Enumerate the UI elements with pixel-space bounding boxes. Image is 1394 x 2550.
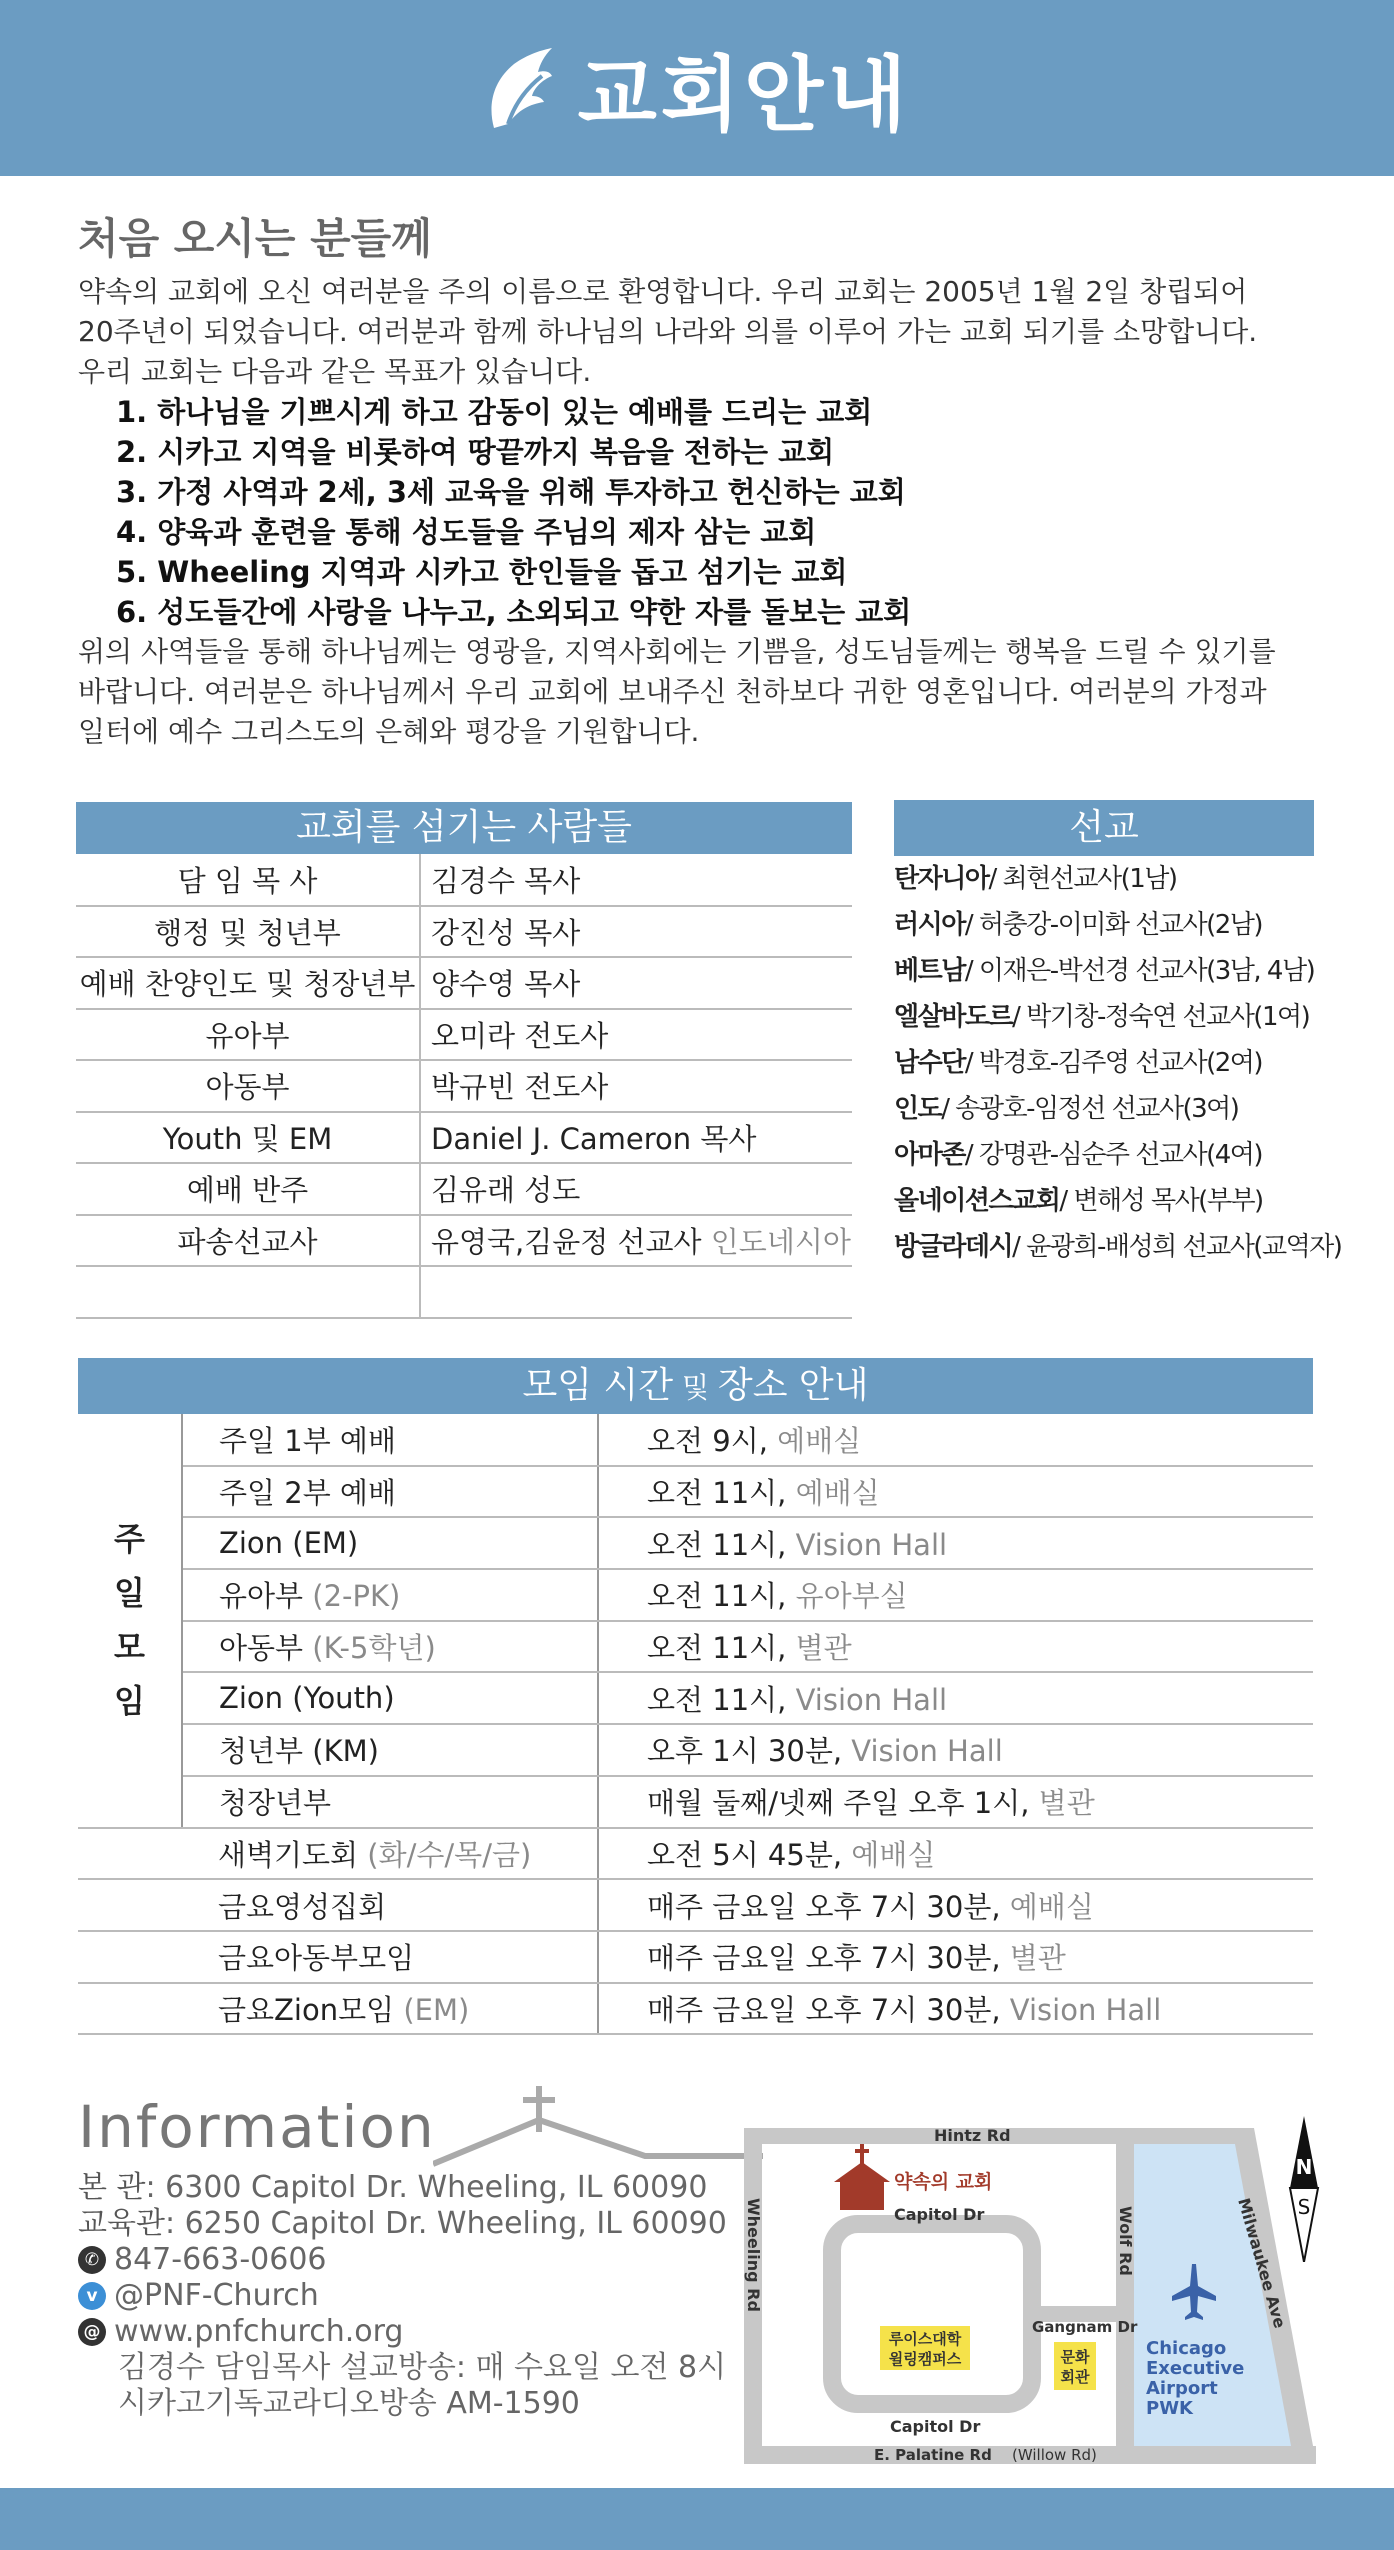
meeting-time: 오전 11시, (647, 1476, 787, 1511)
goal-item: 1. 하나님을 기쁘시게 하고 감동이 있는 예배를 드리는 교회 (116, 395, 873, 429)
meeting-time: 오전 11시, (647, 1682, 787, 1717)
intro-line: 우리 교회는 다음과 같은 목표가 있습니다. (78, 355, 592, 388)
map-culture-line2: 회관 (1060, 2368, 1090, 2386)
meeting-name-note: (K-5학년) (303, 1631, 436, 1666)
staff-person: Daniel J. Cameron 목사 (431, 1121, 757, 1156)
goals-list (116, 392, 1328, 632)
meeting-name: 청장년부 (219, 1786, 332, 1821)
mission-country: 베트남 (894, 956, 965, 986)
meeting-time: 오전 5시 45분, (647, 1837, 843, 1872)
mission-item (894, 1086, 1314, 1132)
map-church-label: 약속의 교회 (894, 2171, 993, 2193)
staff-row (76, 1112, 852, 1164)
meeting-time-cell (598, 1569, 1313, 1621)
meeting-place: Vision Hall (1000, 1992, 1162, 2027)
mission-item (894, 1224, 1342, 1270)
meetings-title-end: 장소 안내 (717, 1365, 869, 1406)
meeting-name-cell (182, 1879, 598, 1931)
meeting-name-cell (182, 1931, 598, 1983)
meeting-name-cell (182, 1672, 598, 1724)
mission-title: 선교 (894, 800, 1314, 856)
mission-item (894, 902, 1314, 948)
meetings-title (78, 1358, 1313, 1414)
meeting-name: 금요아동부모임 (218, 1941, 415, 1976)
website-row (78, 2314, 718, 2350)
mission-detail: / 이재은-박선경 선교사(3남, 4남) (964, 956, 1315, 986)
meeting-time-cell (598, 1517, 1313, 1569)
staff-person-cell (420, 957, 852, 1009)
map-palatine-label: E. Palatine Rd (874, 2446, 992, 2464)
mission-item (894, 1132, 1314, 1178)
staff-person: 양수영 목사 (431, 967, 581, 1002)
compass-north: N (1295, 2155, 1313, 2179)
map-wheeling-label: Wheeling Rd (744, 2198, 763, 2312)
map-wolf-label: Wolf Rd (1116, 2206, 1135, 2276)
meeting-time-cell (598, 1724, 1313, 1776)
mission-country: 남수단 (894, 1048, 965, 1078)
broadcast-line: 김경수 담임목사 설교방송: 매 수요일 오전 8시 (118, 2350, 727, 2385)
meeting-spacer (78, 1879, 182, 1931)
meeting-row (78, 1621, 1313, 1673)
meeting-row (78, 1569, 1313, 1621)
meeting-time-cell (598, 1672, 1313, 1724)
map-airport-line4: PWK (1146, 2398, 1193, 2419)
meetings-table (78, 1414, 1313, 2035)
sunday-meeting-label (78, 1414, 182, 1828)
meeting-place: 별관 (1029, 1786, 1095, 1821)
meeting-time: 오전 9시, (647, 1423, 768, 1458)
meeting-time: 매주 금요일 오후 7시 30분, (647, 1941, 1001, 1976)
goal-item: 2. 시카고 지역을 비롯하여 땅끝까지 복음을 전하는 교회 (116, 435, 835, 469)
handle-row (78, 2278, 718, 2314)
map-airport-line1: Chicago (1146, 2338, 1227, 2359)
main-address-value: : 6300 Capitol Dr. Wheeling, IL 60090 (145, 2170, 708, 2205)
staff-row (76, 1009, 852, 1061)
staff-role: 유아부 (76, 1009, 420, 1061)
goal-item: 5. Wheeling 지역과 시카고 한인들을 돕고 섬기는 교회 (116, 555, 848, 589)
staff-row (76, 1060, 852, 1112)
staff-person: 김유래 성도 (431, 1173, 581, 1208)
staff-row (76, 1266, 852, 1318)
mission-country: 탄자니아 (894, 864, 989, 894)
meeting-place: 별관 (1000, 1941, 1066, 1976)
mission-detail: / 박경호-김주영 선교사(2여) (964, 1048, 1263, 1078)
meeting-time-cell (598, 1621, 1313, 1673)
meeting-name: 유아부 (219, 1579, 304, 1614)
meeting-place: 별관 (786, 1631, 852, 1666)
edu-address-value: : 6250 Capitol Dr. Wheeling, IL 60090 (164, 2206, 727, 2241)
meeting-time: 매주 금요일 오후 7시 30분, (647, 1889, 1001, 1924)
mission-item (894, 856, 1314, 902)
intro-line: 20주년이 되었습니다. 여러분과 함께 하나님의 나라와 의를 이루어 가는 교회 되기를 소망합니다. (78, 315, 1258, 348)
mission-section (894, 800, 1342, 1270)
meeting-time-cell (598, 1828, 1313, 1880)
meetings-section (78, 1358, 1313, 2035)
meeting-time: 오전 11시, (647, 1631, 787, 1666)
sunday-label-char: 주 (114, 1520, 145, 1559)
staff-role: 예배 찬양인도 및 청장년부 (76, 957, 420, 1009)
staff-person-cell (420, 906, 852, 958)
meeting-time: 매주 금요일 오후 7시 30분, (647, 1992, 1001, 2027)
cross-roof-icon (433, 2086, 763, 2168)
mission-detail: / 송광호-임정선 선교사(3여) (941, 1094, 1239, 1124)
meeting-time: 매월 둘째/넷째 주일 오후 1시, (647, 1786, 1030, 1821)
meeting-name-cell (182, 1466, 598, 1518)
staff-role (76, 1266, 420, 1318)
staff-role: 예배 반주 (76, 1163, 420, 1215)
phone-icon: ✆ (78, 2246, 106, 2274)
meeting-name: 금요영성집회 (218, 1889, 387, 1924)
staff-role: 행정 및 청년부 (76, 906, 420, 958)
info-title: Information (78, 2093, 436, 2161)
mission-detail: / 변해성 목사(부부) (1059, 1186, 1263, 1216)
mission-detail: / 강명관-심순주 선교사(4여) (964, 1140, 1263, 1170)
mission-country: 러시아 (894, 910, 965, 940)
map-campus-line1: 루이스대학 (888, 2330, 962, 2348)
phone-number[interactable]: 847-663-0606 (114, 2242, 327, 2277)
meetings-title-main: 모임 시간 (522, 1365, 674, 1406)
mission-detail: / 박기창-정숙연 선교사(1여) (1012, 1002, 1310, 1032)
meeting-time-cell (598, 1466, 1313, 1518)
intro-heading: 처음 오시는 분들께 (78, 214, 432, 263)
meeting-name: Zion (Youth) (219, 1681, 395, 1716)
meeting-row (78, 1983, 1313, 2035)
staff-person-cell (420, 1266, 852, 1318)
broadcast-line: 시카고기독교라디오방송 AM-1590 (118, 2386, 580, 2421)
staff-person-cell (420, 1163, 852, 1215)
staff-table (76, 854, 852, 1319)
staff-row (76, 906, 852, 958)
meeting-name: 금요Zion모임 (218, 1992, 395, 2027)
goal-item: 4. 양육과 훈련을 통해 성도들을 주님의 제자 삼는 교회 (116, 515, 817, 549)
meeting-place: 유아부실 (786, 1579, 908, 1614)
mission-country: 방글라데시 (894, 1232, 1013, 1262)
meeting-row (78, 1672, 1313, 1724)
meeting-place: 예배실 (1000, 1889, 1094, 1924)
map-milwaukee-label: Milwaukee Ave (1234, 2195, 1290, 2331)
meeting-time-cell (598, 1776, 1313, 1828)
meeting-time-cell (598, 1879, 1313, 1931)
map-airport-line3: Airport (1146, 2378, 1218, 2399)
compass-icon (1284, 2116, 1324, 2262)
meeting-name-cell (182, 1724, 598, 1776)
mission-item (894, 1178, 1314, 1224)
meeting-spacer (78, 1931, 182, 1983)
mission-country: 인도 (894, 1094, 942, 1124)
mission-detail: / 최현선교사(1남) (988, 864, 1177, 894)
mission-country: 아마존 (894, 1140, 965, 1170)
staff-person-cell (420, 854, 852, 906)
meeting-row (78, 1466, 1313, 1518)
meeting-row (78, 1931, 1313, 1983)
staff-person: 오미라 전도사 (431, 1018, 609, 1053)
page-title: 교회안내 (577, 47, 911, 143)
meeting-name-note: (화/수/목/금) (358, 1837, 532, 1872)
meeting-name-cell (182, 1828, 598, 1880)
map-hintz-label: Hintz Rd (934, 2126, 1011, 2145)
mission-country: 올네이션스교회 (894, 1186, 1060, 1216)
church-icon (834, 2144, 890, 2210)
intro-line: 약속의 교회에 오신 여러분을 주의 이름으로 환영합니다. 우리 교회는 2005년 1월 2일 창립되어 (78, 275, 1248, 308)
at-sign-icon: @ (78, 2318, 106, 2346)
edu-address-label: 교육관 (78, 2206, 165, 2241)
goal-item: 6. 성도들간에 사랑을 나누고, 소외되고 약한 자를 돌보는 교회 (116, 595, 912, 629)
vimeo-icon: v (78, 2282, 106, 2310)
meeting-place: Vision Hall (786, 1527, 948, 1562)
meeting-row (78, 1414, 1313, 1466)
main-address (78, 2170, 718, 2206)
staff-person-cell (420, 1009, 852, 1061)
meeting-name-cell (182, 1776, 598, 1828)
meeting-name: Zion (EM) (219, 1526, 359, 1561)
main-address-label: 본 관 (78, 2170, 146, 2205)
meeting-place: Vision Hall (842, 1734, 1003, 1769)
map-gangnam-label: Gangnam Dr (1032, 2318, 1138, 2336)
staff-role: 아동부 (76, 1060, 420, 1112)
sunday-label-char: 임 (114, 1682, 145, 1721)
staff-person: 강진성 목사 (431, 915, 581, 950)
meeting-place: Vision Hall (786, 1682, 948, 1717)
meeting-name: 주일 1부 예배 (219, 1423, 396, 1458)
staff-row (76, 957, 852, 1009)
map-capitol-bottom-label: Capitol Dr (890, 2417, 981, 2436)
meeting-time: 오후 1시 30분, (647, 1734, 843, 1769)
staff-person: 박규빈 전도사 (431, 1070, 609, 1105)
staff-row (76, 1163, 852, 1215)
wolf-road (1116, 2128, 1134, 2464)
dove-wing-icon (484, 46, 556, 130)
info-section (78, 2093, 727, 2422)
map-capitol-top-label: Capitol Dr (894, 2205, 985, 2224)
map-airport-line2: Executive (1146, 2358, 1245, 2379)
website-link[interactable]: www.pnfchurch.org (114, 2314, 404, 2349)
staff-row (76, 1215, 852, 1267)
staff-person: 김경수 목사 (431, 863, 581, 898)
goal-item: 3. 가정 사역과 2세, 3세 교육을 위해 투자하고 헌신하는 교회 (116, 475, 906, 509)
meeting-name: 주일 2부 예배 (219, 1476, 396, 1511)
staff-title: 교회를 섬기는 사람들 (76, 802, 852, 854)
meeting-row (78, 1828, 1313, 1880)
meeting-time: 오전 11시, (647, 1527, 787, 1562)
staff-role: Youth 및 EM (76, 1112, 420, 1164)
compass-south: S (1297, 2195, 1311, 2219)
phone-row (78, 2242, 718, 2278)
meeting-name-cell (182, 1983, 598, 2035)
meeting-row (78, 1724, 1313, 1776)
meeting-place: 예배실 (786, 1476, 880, 1511)
meetings-title-mid: 및 (673, 1371, 718, 1404)
meeting-time-cell (598, 1931, 1313, 1983)
meeting-place: 예배실 (842, 1837, 936, 1872)
meeting-spacer (78, 1828, 182, 1880)
meeting-name-cell (182, 1621, 598, 1673)
staff-note: 인도네시아 (701, 1224, 851, 1259)
closing-line: 일터에 예수 그리스도의 은혜와 평강을 기원합니다. (78, 715, 700, 748)
meeting-name-cell (182, 1414, 598, 1466)
bottom-banner (0, 2488, 1394, 2550)
staff-section (76, 802, 852, 1319)
mission-item (894, 1040, 1314, 1086)
staff-role: 담 임 목 사 (76, 854, 420, 906)
meeting-row (78, 1776, 1313, 1828)
meeting-time: 오전 11시, (647, 1579, 787, 1614)
location-map (744, 2114, 1322, 2478)
closing-line: 위의 사역들을 통해 하나님께는 영광을, 지역사회에는 기쁨을, 성도님들께는 행복을 드릴 수 있기를 (78, 635, 1276, 668)
meeting-name: 아동부 (219, 1631, 304, 1666)
mission-country: 엘살바도르 (894, 1002, 1013, 1032)
social-handle[interactable]: @PNF-Church (114, 2278, 319, 2313)
staff-person-cell (420, 1112, 852, 1164)
meeting-spacer (78, 1983, 182, 2035)
mission-detail: / 허충강-이미화 선교사(2남) (964, 910, 1263, 940)
map-culture-line1: 문화 (1060, 2348, 1090, 2366)
meeting-name: 청년부 (KM) (219, 1734, 379, 1769)
sunday-label-char: 모 (114, 1628, 145, 1667)
meeting-name-note: (EM) (394, 1992, 470, 2027)
meeting-name-cell (182, 1569, 598, 1621)
sunday-label-char: 일 (114, 1574, 145, 1613)
meeting-place: 예배실 (767, 1423, 862, 1458)
mission-item (894, 994, 1314, 1040)
meeting-time-cell (598, 1414, 1313, 1466)
closing-line: 바랍니다. 여러분은 하나님께서 우리 교회에 보내주신 천하보다 귀한 영혼입니다. 여러분의 가정과 (78, 675, 1267, 708)
meeting-name-cell (182, 1517, 598, 1569)
meeting-name-note: (2-PK) (303, 1579, 401, 1614)
mission-list (894, 856, 1342, 1270)
staff-person-cell (420, 1060, 852, 1112)
meeting-row (78, 1879, 1313, 1931)
staff-person: 유영국,김윤정 선교사 (431, 1224, 702, 1259)
staff-person-cell (420, 1215, 852, 1267)
map-campus-line2: 윌링캠퍼스 (888, 2350, 962, 2368)
edu-address (78, 2206, 727, 2242)
mission-detail: / 윤광희-배성희 선교사(교역자) (1012, 1232, 1342, 1262)
map-willow-label: (Willow Rd) (1012, 2446, 1097, 2464)
meeting-name: 새벽기도회 (218, 1837, 359, 1872)
meeting-row (78, 1517, 1313, 1569)
staff-role: 파송선교사 (76, 1215, 420, 1267)
meeting-time-cell (598, 1983, 1313, 2035)
capitol-loop (832, 2224, 1032, 2404)
staff-row (76, 854, 852, 906)
intro-section (78, 206, 1328, 752)
mission-item (894, 948, 1314, 994)
header (0, 0, 1394, 176)
